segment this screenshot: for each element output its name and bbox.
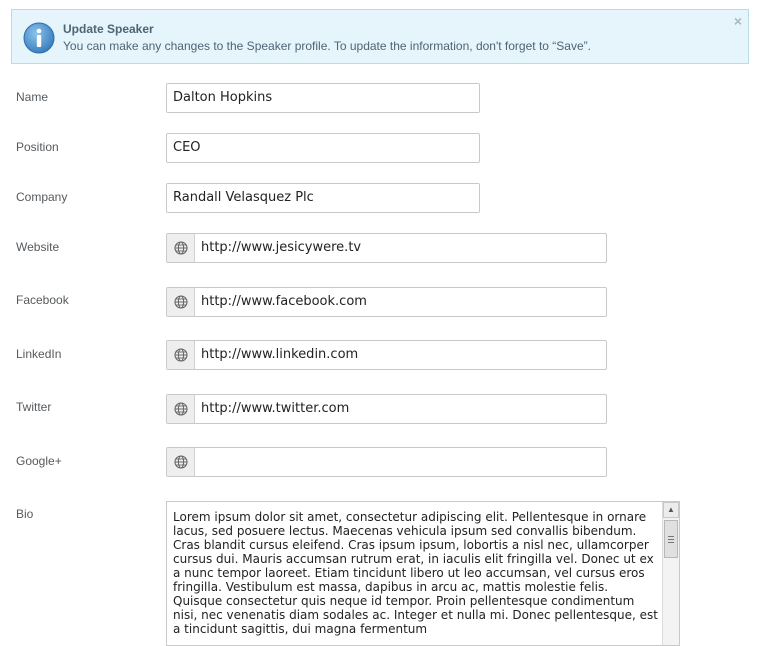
twitter-input[interactable] [195,395,606,423]
position-field-wrapper [166,133,480,163]
globe-icon [174,295,188,309]
company-label: Company [16,190,68,204]
globe-icon [174,402,188,416]
alert-title: Update Speaker [63,22,154,36]
position-label: Position [16,140,59,154]
info-icon [23,22,55,54]
facebook-label: Facebook [16,293,69,307]
googleplus-addon [167,448,195,476]
twitter-addon [167,395,195,423]
facebook-field-wrapper [166,287,607,317]
bio-textarea[interactable] [166,501,680,646]
globe-icon [174,348,188,362]
facebook-input[interactable] [195,288,606,316]
name-label: Name [16,90,49,104]
position-input[interactable] [167,134,479,162]
linkedin-label: LinkedIn [16,347,62,361]
googleplus-label: Google+ [16,454,62,468]
name-input[interactable] [167,84,479,112]
scroll-thumb[interactable] [664,520,678,558]
facebook-addon [167,288,195,316]
globe-icon [174,241,188,255]
website-label: Website [16,240,60,254]
thumb-grip-line [668,536,674,537]
googleplus-field-wrapper [166,447,607,477]
website-input[interactable] [195,234,606,262]
globe-icon [174,455,188,469]
scroll-up-arrow-icon[interactable]: ▲ [663,502,679,518]
twitter-field-wrapper [166,394,607,424]
googleplus-input[interactable] [195,448,606,476]
bio-scrollbar[interactable] [662,502,679,645]
twitter-label: Twitter [16,400,52,414]
close-icon[interactable]: × [733,13,742,29]
company-field-wrapper [166,183,480,213]
website-addon [167,234,195,262]
bio-label: Bio [16,507,34,521]
linkedin-field-wrapper [166,340,607,370]
linkedin-addon [167,341,195,369]
alert-message: You can make any changes to the Speaker profile. To update the information, don't forget to “Save”. [63,39,591,53]
thumb-grip-line [668,539,674,540]
thumb-grip-line [668,542,674,543]
name-field-wrapper [166,83,480,113]
linkedin-input[interactable] [195,341,606,369]
info-alert [11,9,749,64]
bio-text: Lorem ipsum dolor sit amet, consectetur adipiscing elit. Pellentesque in ornare lacus, sed posuere lectus. Maecenas vehicula ipsum sed convallis bibendum. Cras blandit cursus eleifend. Cras ipsum ipsum, lobortis a nisl nec, ullamcorper cursus dui. Mauris accumsan rutrum erat, in iaculis elit fringilla vel. Donec ut ex a nunc tempor laoreet. Etiam tincidunt libero ut leo accumsan, vel cursus eros fringilla. Vestibulum est massa, dapibus in arcu ac, mattis molestie felis. Quisque consectetur quis neque id tempor. Proin pellentesque condimentum nisi, nec venenatis diam sodales ac. Integer et nulla mi. Donec pellentesque, est a tincidunt sagittis, dui magna fermentum [173,510,658,636]
website-field-wrapper [166,233,607,263]
company-input[interactable] [167,184,479,212]
